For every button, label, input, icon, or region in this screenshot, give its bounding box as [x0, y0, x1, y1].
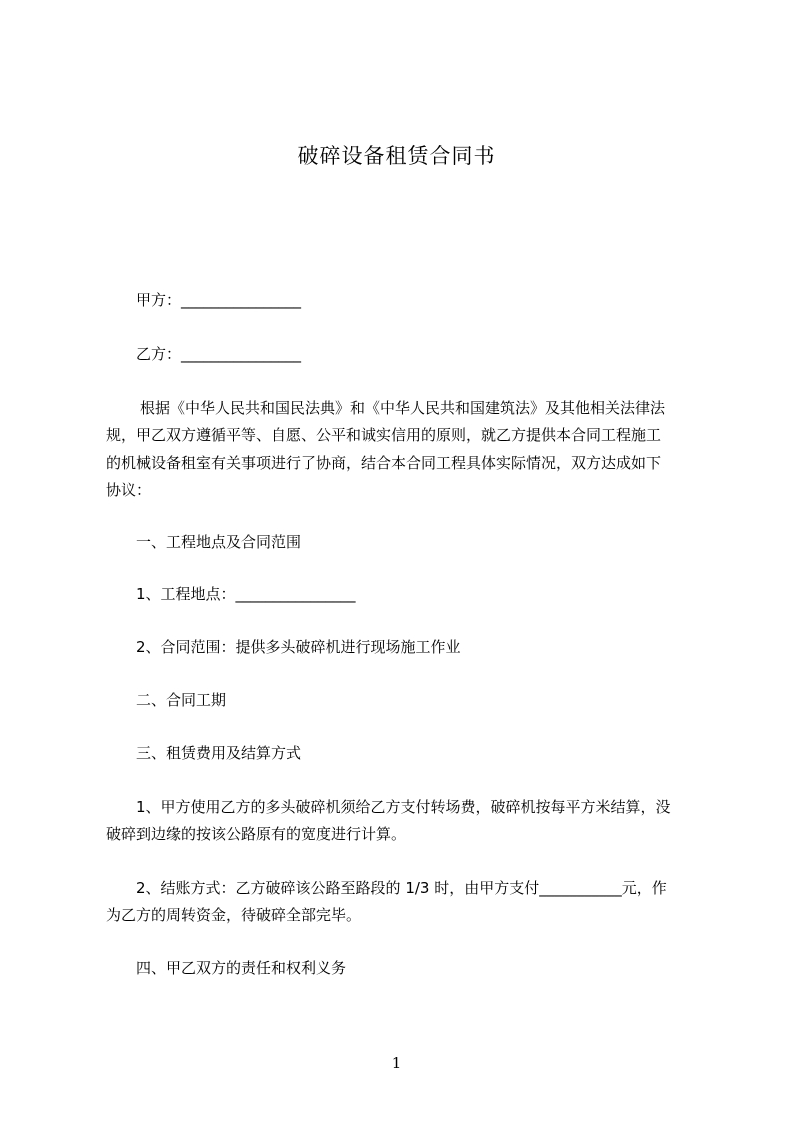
- section-2-heading: 二、合同工期: [136, 691, 227, 709]
- section-3-clause-1-line-2: 破碎到边缘的按该公路原有的宽度进行计算。: [106, 825, 407, 843]
- intro-line-1: 根据《中华人民共和国民法典》和《中华人民共和国建筑法》及其他相关法律法: [140, 399, 666, 417]
- document-title: 破碎设备租赁合同书: [297, 144, 496, 168]
- intro-line-4: 协议：: [106, 481, 152, 499]
- section-3-clause-2-line-1: 2、结账方式：乙方破碎该公路至路段的 1/3 时，由甲方支付___________元，作: [136, 879, 667, 897]
- section-1-item-2: 2、合同范围：提供多头破碎机进行现场施工作业: [136, 638, 461, 656]
- section-3-heading: 三、租赁费用及结算方式: [136, 744, 302, 762]
- section-3-clause-1-line-1: 1、甲方使用乙方的多头破碎机须给乙方支付转场费，破碎机按每平方米结算，没: [136, 798, 671, 816]
- section-1-item-1: 1、工程地点：________________: [136, 585, 356, 603]
- section-3-clause-2-line-2: 为乙方的周转资金，待破碎全部完毕。: [106, 906, 362, 924]
- section-4-heading: 四、甲乙双方的责任和权利义务: [136, 959, 347, 977]
- intro-line-3: 的机械设备租室有关事项进行了协商，结合本合同工程具体实际情况，双方达成如下: [106, 454, 662, 472]
- party-b-line: 乙方：________________: [136, 345, 302, 363]
- intro-line-2: 规，甲乙双方遵循平等、自愿、公平和诚实信用的原则，就乙方提供本合同工程施工: [106, 426, 662, 444]
- page-number: 1: [391, 1054, 402, 1072]
- section-1-heading: 一、工程地点及合同范围: [136, 533, 302, 551]
- party-a-line: 甲方：________________: [136, 291, 302, 309]
